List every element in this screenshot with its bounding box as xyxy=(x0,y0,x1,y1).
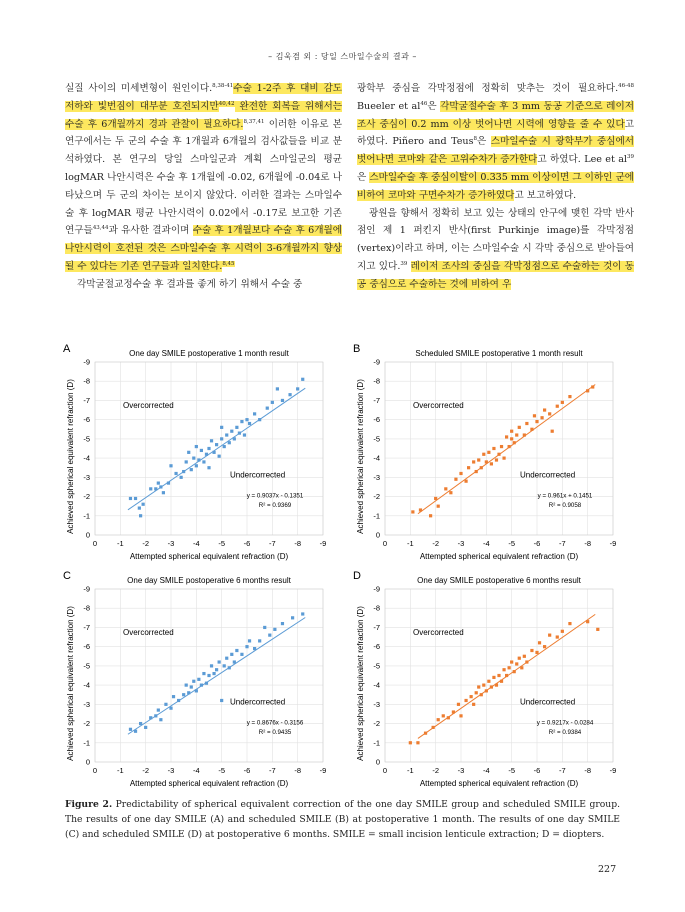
data-point xyxy=(411,510,414,513)
data-point xyxy=(185,460,188,463)
y-tick-label: -4 xyxy=(83,680,90,690)
y-tick-label: -6 xyxy=(373,642,380,652)
data-point xyxy=(454,478,457,481)
data-point xyxy=(464,699,467,702)
data-point xyxy=(180,476,183,479)
data-point xyxy=(505,435,508,438)
y-tick-label: -1 xyxy=(83,738,90,748)
data-point xyxy=(523,655,526,658)
x-tick-label: -6 xyxy=(243,539,251,548)
undercorrected-label: Undercorrected xyxy=(520,470,576,480)
highlighted-text: 수술 1-2주 후 대비 감도 저하와 빛번짐이 대부분 호전되지만 xyxy=(65,83,342,112)
y-tick-label: -3 xyxy=(373,472,380,482)
text-run: 고 하였다. Piñero and Teus xyxy=(357,118,634,148)
y-tick-label: -7 xyxy=(373,395,380,405)
regression-equation: y = 0.961x + 0.1451 xyxy=(537,492,593,500)
y-tick-label: -3 xyxy=(373,699,380,709)
x-tick-label: -1 xyxy=(116,766,124,775)
x-tick-label: -2 xyxy=(432,539,440,548)
data-point xyxy=(210,439,213,442)
y-tick-label: -2 xyxy=(83,719,90,729)
y-tick-label: -5 xyxy=(83,661,90,671)
data-point xyxy=(159,718,162,721)
chart-panel-a xyxy=(62,340,337,565)
highlighted-text: 레이저 조사의 중심을 각막정점으로 수술하는 것이 동공 중심으로 수술하는 것에 비하여 우 xyxy=(357,260,634,290)
data-point xyxy=(437,505,440,508)
data-point xyxy=(409,741,412,744)
data-point xyxy=(475,691,478,694)
y-tick-label: -5 xyxy=(373,434,380,444)
data-point xyxy=(225,657,228,660)
data-point xyxy=(273,628,276,631)
highlighted-text: 각막굴절수술 후 3 mm 동공 기준으로 레이저 조사 중심이 0.2 mm 이상 벗어나면 시력에 영향을 줄 수 있다 xyxy=(357,100,634,130)
data-point xyxy=(502,668,505,671)
x-tick-label: -3 xyxy=(167,539,175,548)
data-point xyxy=(157,709,160,712)
data-point xyxy=(301,612,304,615)
y-tick-label: -8 xyxy=(373,603,380,613)
citation-superscript: 40,42 xyxy=(218,100,235,107)
citation-superscript: 39 xyxy=(627,154,634,161)
text-run: 광원을 향해서 정확히 보고 있는 상태의 안구에 맺힌 각막 반사점인 제 1 퍼킨지 반사(first Purkinje image)를 각막정점(vertex)이라고 하며, 이는 스마일수술 시 각막 중심으로 받아들여지고 있다. xyxy=(357,207,634,272)
y-tick-label: -8 xyxy=(83,376,90,386)
regression-equation: y = 0.8676x - 0.3156 xyxy=(246,719,304,727)
data-point xyxy=(518,657,521,660)
x-tick-label: -7 xyxy=(268,539,276,548)
panel-label: C xyxy=(63,570,71,582)
data-point xyxy=(510,430,513,433)
y-axis-label: Achieved spherical equivalent refraction (D) xyxy=(356,606,365,761)
data-point xyxy=(492,676,495,679)
data-point xyxy=(174,472,177,475)
data-point xyxy=(195,445,198,448)
x-tick-label: -4 xyxy=(192,766,200,775)
figure-caption-text: Predictability of spherical equivalent correction of the one day SMILE group and scheduled SMILE group. The results of one day SMILE (A) and scheduled SMILE (B) at postoperative 1 month. The results of one day SMILE (C) and scheduled SMILE (D) at postoperative 6 months. SMILE = small incision lenticule extraction; D = diopters. xyxy=(65,799,621,840)
data-point xyxy=(556,635,559,638)
data-point xyxy=(281,622,284,625)
y-tick-label: -9 xyxy=(83,584,90,594)
data-point xyxy=(212,672,215,675)
data-point xyxy=(518,426,521,429)
data-point xyxy=(240,420,243,423)
chart-title: One day SMILE postoperative 6 months result xyxy=(417,576,581,585)
paragraph xyxy=(65,80,342,276)
data-point xyxy=(525,422,528,425)
chart-title: One day SMILE postoperative 6 months result xyxy=(127,576,291,585)
data-point xyxy=(551,430,554,433)
figure-caption xyxy=(65,797,620,842)
x-tick-label: -5 xyxy=(508,766,516,775)
citation-superscript: 8 xyxy=(473,136,478,143)
highlighted-text: 스마일수술 후 중심이탈이 0.335 mm 이상이면 그 이하인 군에 비하여 코마와 구면수차가 증가하였다 xyxy=(357,171,635,201)
data-point xyxy=(220,437,223,440)
x-tick-label: -5 xyxy=(508,539,516,548)
data-point xyxy=(490,462,493,465)
running-header: – 김욱겸 외 : 당일 스마일수술의 결과 – xyxy=(268,52,417,61)
data-point xyxy=(245,418,248,421)
undercorrected-label: Undercorrected xyxy=(520,697,576,707)
data-point xyxy=(230,430,233,433)
x-axis-label: Attempted spherical equivalent refraction (D) xyxy=(419,552,579,561)
data-point xyxy=(258,639,261,642)
data-point xyxy=(218,660,221,663)
data-point xyxy=(245,645,248,648)
data-point xyxy=(129,497,132,500)
x-tick-label: 0 xyxy=(382,539,388,548)
x-tick-label: -1 xyxy=(116,539,124,548)
data-point xyxy=(477,685,480,688)
data-point xyxy=(470,695,473,698)
data-point xyxy=(200,449,203,452)
data-point xyxy=(210,664,213,667)
y-tick-label: 0 xyxy=(375,757,380,767)
regression-equation: y = 0.9037x - 0.1351 xyxy=(246,492,304,500)
data-point xyxy=(190,468,193,471)
y-tick-label: -9 xyxy=(373,584,380,594)
x-tick-label: -6 xyxy=(243,766,251,775)
y-tick-label: -4 xyxy=(373,680,380,690)
data-point xyxy=(220,426,223,429)
data-point xyxy=(510,437,513,440)
data-point xyxy=(429,514,432,517)
data-point xyxy=(223,664,226,667)
left-text-column xyxy=(65,80,342,294)
data-point xyxy=(248,639,251,642)
x-tick-label: -2 xyxy=(142,766,150,775)
data-point xyxy=(195,464,198,467)
data-point xyxy=(142,503,145,506)
citation-superscript: 39 xyxy=(400,260,408,267)
data-point xyxy=(437,718,440,721)
y-tick-label: -6 xyxy=(373,415,380,425)
data-point xyxy=(235,649,238,652)
x-tick-label: -4 xyxy=(482,766,490,775)
data-point xyxy=(215,668,218,671)
page-number: 227 xyxy=(598,864,617,875)
panel-label: B xyxy=(353,343,361,355)
data-point xyxy=(248,422,251,425)
x-tick-label: -6 xyxy=(533,539,541,548)
y-tick-label: -7 xyxy=(83,622,90,632)
x-tick-label: 0 xyxy=(382,766,388,775)
data-point xyxy=(543,408,546,411)
data-point xyxy=(548,634,551,637)
data-point xyxy=(207,674,210,677)
data-point xyxy=(492,447,495,450)
x-tick-label: -5 xyxy=(218,766,226,775)
data-point xyxy=(482,453,485,456)
chart-panel-c xyxy=(62,567,337,792)
scatter-chart-d xyxy=(352,567,627,792)
text-run: 이러한 이유로 본 연구에서는 두 군의 수술 후 1개월과 6개월의 검사값들을 비교 분석하였다. 본 연구의 당일 스마일군과 계획 스마일군의 평균 logMAR 나안시력은 수술 후 1개월에 -0.02, 6개월에 -0.04로 나타났으며 두 군의 차이는 보이지 않았다. 이러한 결과는 스마일수술 후 logMAR 평균 나안시력이 0.02에서 -0.17로 보고한 기존 연구들 xyxy=(65,118,342,237)
x-tick-label: -5 xyxy=(218,539,226,548)
overcorrected-label: Overcorrected xyxy=(413,628,464,638)
undercorrected-label: Undercorrected xyxy=(230,470,286,480)
data-point xyxy=(197,678,200,681)
data-point xyxy=(444,487,447,490)
y-tick-label: -1 xyxy=(373,738,380,748)
text-run: 은 xyxy=(477,136,491,148)
data-point xyxy=(129,728,132,731)
citation-superscript: 43,44 xyxy=(92,225,109,232)
data-point xyxy=(497,674,500,677)
text-run: 은 xyxy=(357,171,370,183)
undercorrected-label: Undercorrected xyxy=(230,697,286,707)
x-tick-label: -3 xyxy=(167,766,175,775)
data-point xyxy=(218,455,221,458)
chart-panel-b xyxy=(352,340,627,565)
y-tick-label: -5 xyxy=(373,661,380,671)
y-tick-label: -9 xyxy=(373,357,380,367)
data-point xyxy=(144,726,147,729)
data-point xyxy=(561,401,564,404)
y-tick-label: -4 xyxy=(83,453,90,463)
x-tick-label: -9 xyxy=(319,766,327,775)
x-tick-label: -1 xyxy=(406,539,414,548)
text-run: 과 유사한 결과이며 xyxy=(108,225,193,237)
data-point xyxy=(276,387,279,390)
text-run: Bueeler et al xyxy=(357,100,421,112)
data-point xyxy=(487,451,490,454)
paragraph xyxy=(357,205,634,294)
x-tick-label: -7 xyxy=(558,539,566,548)
data-point xyxy=(457,703,460,706)
x-tick-label: -4 xyxy=(482,539,490,548)
panel-label: A xyxy=(63,343,71,355)
panel-label: D xyxy=(353,570,361,582)
data-point xyxy=(207,447,210,450)
text-run: 고 보고하였다. xyxy=(514,189,577,201)
data-point xyxy=(243,433,246,436)
y-tick-label: -1 xyxy=(83,511,90,521)
x-tick-label: -6 xyxy=(533,766,541,775)
y-tick-label: -8 xyxy=(83,603,90,613)
x-tick-label: -8 xyxy=(584,766,592,775)
x-tick-label: 0 xyxy=(92,766,98,775)
y-tick-label: 0 xyxy=(85,757,90,767)
x-tick-label: -1 xyxy=(406,766,414,775)
data-point xyxy=(477,458,480,461)
data-point xyxy=(172,695,175,698)
data-point xyxy=(568,622,571,625)
data-point xyxy=(263,626,266,629)
x-tick-label: -2 xyxy=(142,539,150,548)
x-tick-label: -3 xyxy=(457,766,465,775)
y-tick-label: -2 xyxy=(373,492,380,502)
y-tick-label: -2 xyxy=(373,719,380,729)
data-point xyxy=(288,393,291,396)
x-tick-label: -9 xyxy=(319,539,327,548)
y-tick-label: -6 xyxy=(83,415,90,425)
data-point xyxy=(535,651,538,654)
data-point xyxy=(192,680,195,683)
x-tick-label: -7 xyxy=(268,766,276,775)
data-point xyxy=(510,660,513,663)
data-point xyxy=(207,466,210,469)
r-squared: R² = 0.9435 xyxy=(258,729,292,737)
x-tick-label: -9 xyxy=(609,539,617,548)
data-point xyxy=(500,445,503,448)
text-run: 각막굴절교정수술 후 결과를 좋게 하기 위해서 수술 중 xyxy=(77,278,303,290)
data-point xyxy=(182,693,185,696)
data-point xyxy=(162,491,165,494)
paragraph xyxy=(65,276,342,294)
data-point xyxy=(540,416,543,419)
text-run: 은 xyxy=(427,100,441,112)
y-tick-label: 0 xyxy=(85,530,90,540)
y-tick-label: -2 xyxy=(83,492,90,502)
x-axis-label: Attempted spherical equivalent refraction (D) xyxy=(419,779,579,788)
data-point xyxy=(281,399,284,402)
citation-superscript: 8,45 xyxy=(222,260,235,267)
x-tick-label: -2 xyxy=(432,766,440,775)
data-point xyxy=(515,433,518,436)
overcorrected-label: Overcorrected xyxy=(413,401,464,411)
data-point xyxy=(164,703,167,706)
data-point xyxy=(533,414,536,417)
data-point xyxy=(134,497,137,500)
figure-label: Figure 2. xyxy=(65,799,113,810)
data-point xyxy=(230,653,233,656)
data-point xyxy=(548,412,551,415)
data-point xyxy=(192,457,195,460)
data-point xyxy=(449,491,452,494)
data-point xyxy=(190,685,193,688)
y-tick-label: -5 xyxy=(83,434,90,444)
data-point xyxy=(235,426,238,429)
highlighted-text: 수술 후 1개월보다 수술 후 6개월에 나안시력이 호전된 것은 스마일수술 후 시력이 3-6개월까지 향상될 수 있다는 기존 연구들과 일치한다. xyxy=(65,225,342,272)
y-tick-label: -7 xyxy=(373,622,380,632)
data-point xyxy=(442,714,445,717)
x-tick-label: -4 xyxy=(192,539,200,548)
data-point xyxy=(266,407,269,410)
citation-superscript: 8,38-41 xyxy=(212,83,234,89)
data-point xyxy=(185,684,188,687)
y-tick-label: -8 xyxy=(373,376,380,386)
text-run: 실질 사이의 미세변형이 원인이다. xyxy=(65,83,213,94)
highlighted-text: 스마일수술 시 광학부가 중심에서 벗어나면 코마와 같은 고위수차가 증가한다 xyxy=(357,136,634,166)
data-point xyxy=(138,506,141,509)
data-point xyxy=(223,445,226,448)
paragraph xyxy=(357,80,634,205)
chart-title: One day SMILE postoperative 1 month result xyxy=(129,349,289,358)
y-axis-label: Achieved spherical equivalent refraction (D) xyxy=(66,606,75,761)
data-point xyxy=(253,412,256,415)
data-point xyxy=(530,649,533,652)
y-tick-label: -1 xyxy=(373,511,380,521)
data-point xyxy=(202,672,205,675)
data-point xyxy=(596,628,599,631)
x-tick-label: -3 xyxy=(457,539,465,548)
right-text-column xyxy=(357,80,634,294)
data-point xyxy=(472,460,475,463)
highlighted-text: 완전한 회복을 위해서는 수술 후 6개월까지 경과 관찰이 필요하다. xyxy=(65,100,342,130)
citation-superscript: 8,37,41 xyxy=(243,118,265,125)
data-point xyxy=(291,616,294,619)
data-point xyxy=(538,641,541,644)
y-tick-label: -3 xyxy=(83,472,90,482)
y-tick-label: -9 xyxy=(83,357,90,367)
r-squared: R² = 0.9058 xyxy=(548,502,582,510)
data-point xyxy=(215,443,218,446)
data-point xyxy=(472,703,475,706)
data-point xyxy=(169,464,172,467)
x-axis-label: Attempted spherical equivalent refraction (D) xyxy=(129,552,289,561)
data-point xyxy=(535,420,538,423)
y-axis-label: Achieved spherical equivalent refraction (D) xyxy=(66,379,75,534)
data-point xyxy=(149,487,152,490)
scatter-chart-c xyxy=(62,567,337,792)
scatter-chart-a xyxy=(62,340,337,565)
citation-superscript: 46-48 xyxy=(618,83,634,89)
data-point xyxy=(467,466,470,469)
overcorrected-label: Overcorrected xyxy=(123,628,174,638)
data-point xyxy=(508,666,511,669)
data-point xyxy=(459,714,462,717)
y-tick-label: -7 xyxy=(83,395,90,405)
y-tick-label: -6 xyxy=(83,642,90,652)
data-point xyxy=(139,514,142,517)
data-point xyxy=(502,457,505,460)
r-squared: R² = 0.9384 xyxy=(548,729,582,737)
data-point xyxy=(296,387,299,390)
data-point xyxy=(561,630,564,633)
data-point xyxy=(487,680,490,683)
x-tick-label: -9 xyxy=(609,766,617,775)
y-axis-label: Achieved spherical equivalent refraction (D) xyxy=(356,379,365,534)
text-run: 고 하였다. Lee et al xyxy=(537,154,627,166)
data-point xyxy=(515,662,518,665)
y-tick-label: -4 xyxy=(373,453,380,463)
x-tick-label: -8 xyxy=(294,539,302,548)
data-point xyxy=(202,460,205,463)
data-point xyxy=(225,433,228,436)
data-point xyxy=(268,634,271,637)
data-point xyxy=(543,645,546,648)
regression-equation: y = 0.9217x - 0.0284 xyxy=(536,719,594,727)
chart-panel-d xyxy=(352,567,627,792)
scatter-chart-b xyxy=(352,340,627,565)
data-point xyxy=(301,378,304,381)
y-tick-label: 0 xyxy=(375,530,380,540)
text-run: 광학부 중심을 각막정점에 정확히 맞추는 것이 필요하다. xyxy=(357,83,619,94)
x-axis-label: Attempted spherical equivalent refraction (D) xyxy=(129,779,289,788)
data-point xyxy=(157,482,160,485)
data-point xyxy=(240,653,243,656)
data-point xyxy=(482,684,485,687)
data-point xyxy=(271,401,274,404)
data-point xyxy=(568,395,571,398)
data-point xyxy=(220,699,223,702)
x-tick-label: -7 xyxy=(558,766,566,775)
data-point xyxy=(495,458,498,461)
r-squared: R² = 0.9369 xyxy=(258,502,292,510)
overcorrected-label: Overcorrected xyxy=(123,401,174,411)
chart-title: Scheduled SMILE postoperative 1 month result xyxy=(415,349,583,358)
data-point xyxy=(459,472,462,475)
data-point xyxy=(556,405,559,408)
x-tick-label: -8 xyxy=(294,766,302,775)
citation-superscript: 46 xyxy=(420,100,428,107)
data-point xyxy=(187,451,190,454)
x-tick-label: -8 xyxy=(584,539,592,548)
y-tick-label: -3 xyxy=(83,699,90,709)
data-point xyxy=(416,741,419,744)
x-tick-label: 0 xyxy=(92,539,98,548)
